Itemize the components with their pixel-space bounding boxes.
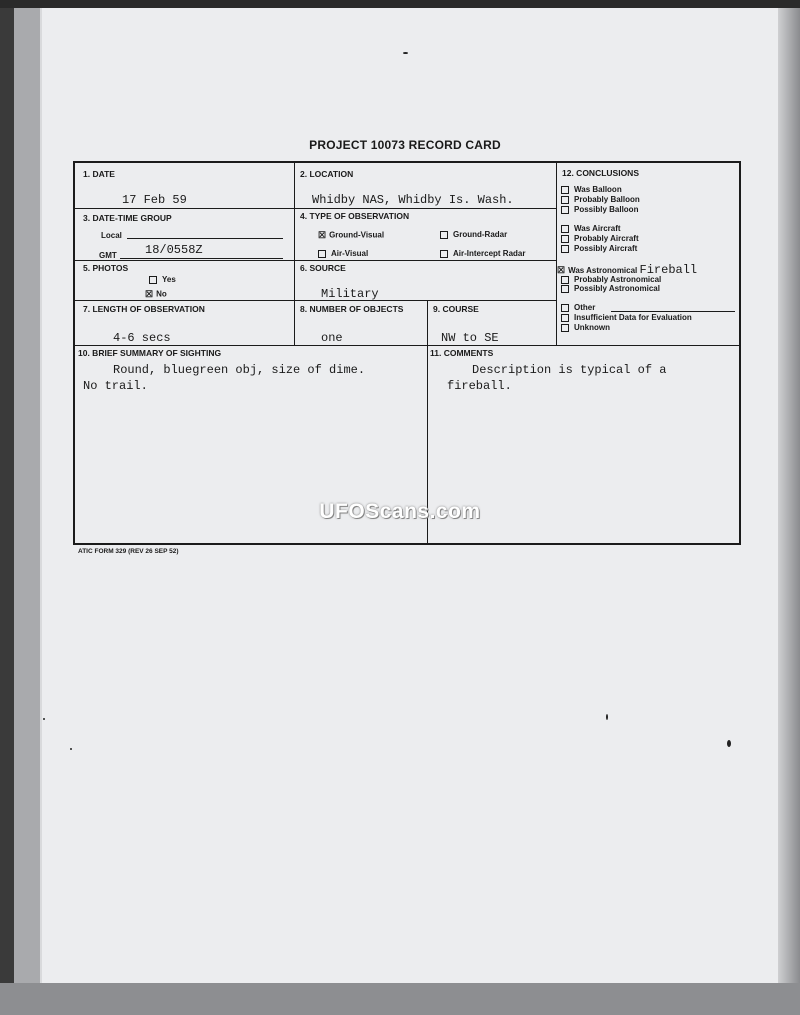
photos-label: 5. PHOTOS <box>83 263 129 273</box>
record-card <box>73 161 741 545</box>
hline-row2 <box>75 260 556 261</box>
conclusion-was-balloon[interactable]: Was Balloon <box>561 185 622 194</box>
speck <box>70 748 72 750</box>
option-air-visual[interactable]: Air-Visual <box>318 249 368 258</box>
length-value: 4-6 secs <box>113 331 171 345</box>
vline-left-col <box>294 163 295 345</box>
checkbox-icon <box>561 245 569 253</box>
vline-conclusions <box>556 163 557 345</box>
comments-label: 11. COMMENTS <box>430 348 494 358</box>
location-label: 2. LOCATION <box>300 169 354 179</box>
form-id: ATIC FORM 329 (REV 26 SEP 52) <box>78 548 179 555</box>
scan-shadow-left <box>14 0 40 1015</box>
checkbox-icon <box>561 314 569 322</box>
checkbox-icon <box>561 235 569 243</box>
checkbox-icon <box>318 250 326 258</box>
checkbox-icon <box>561 304 569 312</box>
summary-line-1: Round, bluegreen obj, size of dime. <box>113 363 366 377</box>
scan-edge-right <box>778 0 800 1015</box>
hline-row1 <box>75 208 556 209</box>
hline-summary <box>75 345 739 346</box>
speck <box>403 52 408 54</box>
scan-edge-left <box>0 0 14 1015</box>
card-title: PROJECT 10073 RECORD CARD <box>309 138 501 152</box>
other-line <box>611 311 735 312</box>
summary-label: 10. BRIEF SUMMARY OF SIGHTING <box>78 348 222 358</box>
photos-no[interactable]: ☒ No <box>145 289 167 299</box>
speck <box>727 740 731 747</box>
conclusion-possibly-astronomical[interactable]: Possibly Astronomical <box>561 284 660 293</box>
fireball-annotation: Fireball <box>639 263 698 277</box>
checkbox-icon <box>561 206 569 214</box>
option-ground-visual[interactable]: ☒ Ground-Visual <box>318 230 385 240</box>
checked-box-icon: ☒ <box>145 289 154 299</box>
date-label: 1. DATE <box>83 169 115 179</box>
local-line <box>127 238 283 239</box>
checkbox-icon <box>440 231 448 239</box>
hline-row3 <box>75 300 556 301</box>
date-time-group-label: 3. DATE-TIME GROUP <box>83 213 172 223</box>
option-ground-radar[interactable]: Ground-Radar <box>440 230 507 239</box>
checked-box-icon: ☒ <box>318 230 327 240</box>
conclusions-label: 12. CONCLUSIONS <box>562 168 639 178</box>
conclusion-insufficient-data[interactable]: Insufficient Data for Evaluation <box>561 313 692 322</box>
checkbox-icon <box>561 285 569 293</box>
number-of-objects-value: one <box>321 331 343 345</box>
gmt-line <box>120 258 283 259</box>
gmt-value: 18/0558Z <box>145 243 203 257</box>
option-air-intercept-radar[interactable]: Air-Intercept Radar <box>440 249 525 258</box>
scan-edge-top <box>0 0 800 8</box>
conclusion-probably-balloon[interactable]: Probably Balloon <box>561 195 640 204</box>
checkbox-icon <box>561 225 569 233</box>
checkbox-icon <box>561 324 569 332</box>
source-value: Military <box>321 287 379 301</box>
location-value: Whidby NAS, Whidby Is. Wash. <box>312 193 514 207</box>
conclusion-other[interactable]: Other <box>561 303 595 312</box>
checkbox-icon <box>149 276 157 284</box>
watermark: UFOScans.com <box>319 500 481 523</box>
course-label: 9. COURSE <box>433 304 479 314</box>
conclusion-possibly-aircraft[interactable]: Possibly Aircraft <box>561 244 637 253</box>
course-value: NW to SE <box>441 331 499 345</box>
summary-line-2: No trail. <box>83 379 148 393</box>
conclusion-probably-astronomical[interactable]: Probably Astronomical <box>561 275 661 284</box>
gmt-label: GMT <box>99 251 117 260</box>
checkbox-icon <box>440 250 448 258</box>
conclusion-unknown[interactable]: Unknown <box>561 323 610 332</box>
conclusion-possibly-balloon[interactable]: Possibly Balloon <box>561 205 638 214</box>
length-label: 7. LENGTH OF OBSERVATION <box>83 304 205 314</box>
checkbox-icon <box>561 276 569 284</box>
type-of-observation-label: 4. TYPE OF OBSERVATION <box>300 211 410 221</box>
comments-line-2: fireball. <box>447 379 512 393</box>
photos-yes[interactable]: Yes <box>149 275 176 284</box>
scan-edge-bottom <box>0 983 800 1015</box>
date-value: 17 Feb 59 <box>122 193 187 207</box>
vline-objects-course <box>427 300 428 345</box>
conclusion-probably-aircraft[interactable]: Probably Aircraft <box>561 234 639 243</box>
conclusion-was-aircraft[interactable]: Was Aircraft <box>561 224 621 233</box>
number-of-objects-label: 8. NUMBER OF OBJECTS <box>300 304 404 314</box>
checked-box-icon: ☒ <box>557 265 566 276</box>
speck <box>43 718 45 720</box>
local-label: Local <box>101 231 122 240</box>
source-label: 6. SOURCE <box>300 263 346 273</box>
checkbox-icon <box>561 196 569 204</box>
comments-line-1: Description is typical of a <box>472 363 667 377</box>
checkbox-icon <box>561 186 569 194</box>
conclusion-was-astronomical[interactable]: ☒ Was Astronomical Fireball <box>557 263 698 277</box>
speck <box>606 714 608 720</box>
